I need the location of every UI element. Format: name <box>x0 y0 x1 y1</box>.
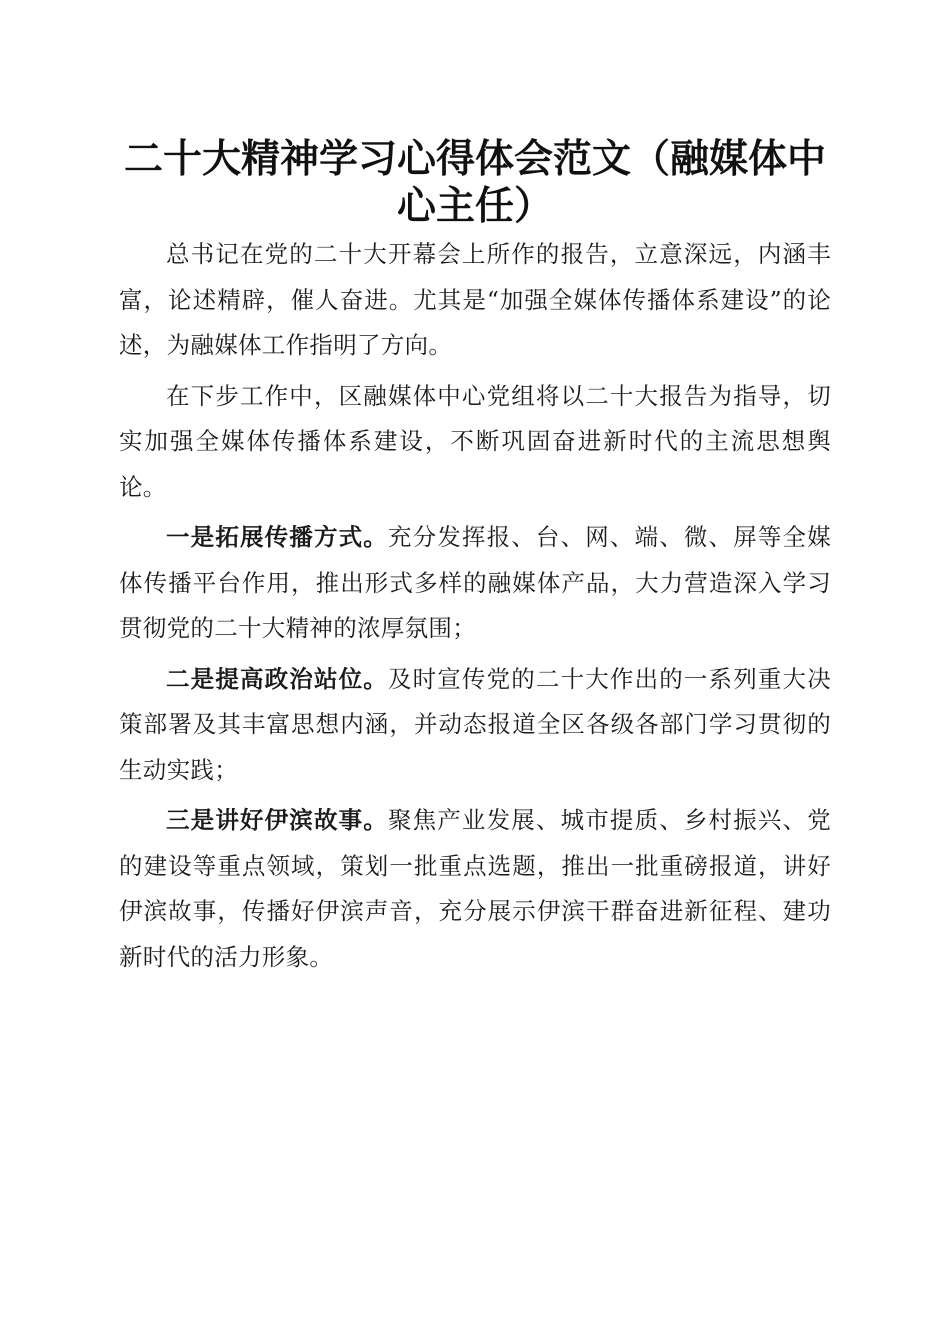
paragraph-plan <box>119 374 831 511</box>
paragraph-lead: 三是讲好伊滨故事。 <box>166 806 388 834</box>
paragraph-point-1 <box>119 515 831 652</box>
paragraph-lead: 二是提高政治站位。 <box>166 664 388 693</box>
paragraph-text: 充分发挥报、台、网、端、微、屏等全媒体传播平台作用，推出形式多样的融媒体产品，大力营造深入学习贯彻党的二十大精神的浓厚氛围； <box>119 523 831 642</box>
paragraph-intro <box>119 232 831 369</box>
page-title: 二十大精神学习心得体会范文（融媒体中心主任） <box>123 136 826 229</box>
document-body <box>119 232 831 980</box>
paragraph-lead: 一是拓展传播方式。 <box>166 523 388 551</box>
paragraph-text: 聚焦产业发展、城市提质、乡村振兴、党的建设等重点领域，策划一批重点选题，推出一批重磅报道，讲好伊滨故事，传播好伊滨声音，充分展示伊滨干群奋进新征程、建功新时代的活力形象。 <box>119 806 831 971</box>
paragraph-text: 及时宣传党的二十大作出的一系列重大决策部署及其丰富思想内涵，并动态报道全区各级各部门学习贯彻的生动实践； <box>119 664 831 784</box>
paragraph-point-3 <box>119 798 831 980</box>
paragraph-point-2 <box>119 657 831 794</box>
paragraph-text: 总书记在党的二十大开幕会上所作的报告，立意深远，内涵丰富，论述精辟，催人奋进。尤其是“加强全媒体传播体系建设”的论述，为融媒体工作指明了方向。 <box>119 240 831 359</box>
paragraph-text: 在下步工作中，区融媒体中心党组将以二十大报告为指导，切实加强全媒体传播体系建设，不断巩固奋进新时代的主流思想舆论。 <box>119 381 831 501</box>
